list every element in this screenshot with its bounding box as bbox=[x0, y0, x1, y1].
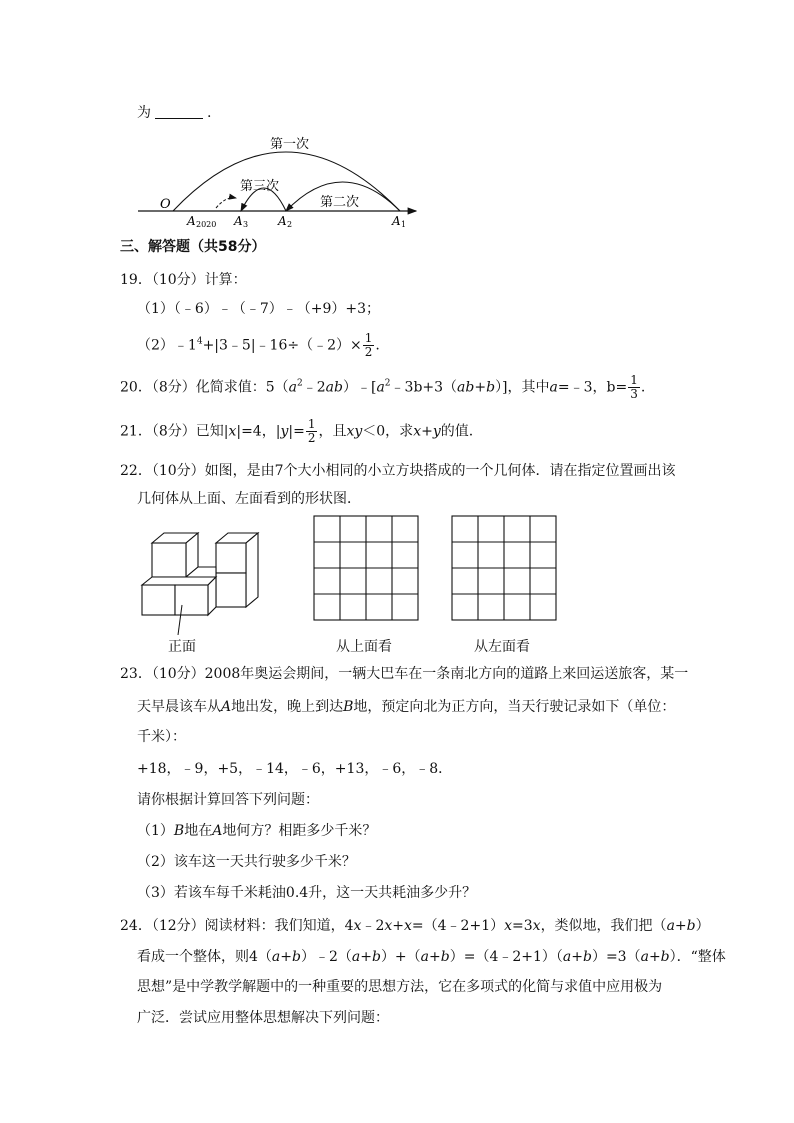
point-origin: O bbox=[160, 197, 171, 212]
q21-question: 21．（8分）已知|x|=4，|y|= $\frac{1}{2}$ ，且xy＜0，求x+y的值. bbox=[120, 417, 474, 445]
fraction-third: $\frac{1}{3}$ bbox=[630, 373, 638, 401]
q23-line3: 千米）： bbox=[137, 729, 186, 745]
point-a2020: A bbox=[187, 214, 196, 228]
label-front-view: 正面 bbox=[168, 639, 196, 655]
q23-line1: 23．（10分）2008年奥运会期间，一辆大巴车在一条南北方向的道路上来回运送旅客，某一 bbox=[120, 666, 689, 682]
q19-head: 19．（10分）计算： bbox=[120, 272, 247, 288]
q23-prompt: 请你根据计算回答下列问题： bbox=[137, 792, 319, 808]
q22-line1: 22．（10分）如图，是由7个大小相同的小立方块搭成的一个几何体．请在指定位置画出该 bbox=[120, 463, 676, 479]
point-a2-sub: 2 bbox=[287, 220, 293, 229]
dashed-jump-arc bbox=[216, 198, 236, 208]
point-a1: A bbox=[392, 214, 401, 228]
q22-line2: 几何体从上面、左面看到的形状图． bbox=[137, 491, 361, 507]
q19-part1: （1）（﹣6）﹣（﹣7）﹣（+9）+3； bbox=[137, 301, 380, 317]
label-left-view: 从左面看 bbox=[474, 639, 530, 655]
point-a2020-sub: 2020 bbox=[196, 220, 217, 229]
section-title: 三、解答题（共58分） bbox=[120, 239, 266, 255]
first-jump-arc bbox=[173, 152, 400, 211]
q23-sub1: （1）B地在A地何方？相距多少千米？ bbox=[137, 823, 377, 839]
fraction-half-y: $\frac{1}{2}$ bbox=[307, 417, 316, 445]
q24-line3: 思想”是中学教学解题中的一种重要的思想方法，它在多项式的化简与求值中应用极为 bbox=[137, 979, 663, 995]
left-view-grid[interactable] bbox=[451, 515, 557, 621]
q23-line2: 天早晨该车从A地出发，晚上到达B地，预定向北为正方向，当天行驶记录如下（单位： bbox=[137, 699, 676, 715]
point-a3-sub: 3 bbox=[243, 220, 249, 229]
cube-solid-figure bbox=[138, 527, 263, 635]
jump-diagram bbox=[130, 128, 430, 230]
q23-sub3: （3）若该车每千米耗油0.4升，这一天共耗油多少升？ bbox=[137, 885, 477, 901]
q20-question: 20．（8分）化简求值：$5(a^2﹣2ab)﹣[a^2﹣3b+3(ab+b)]$，其中a=﹣3，b= $\frac{1}{3}$ . bbox=[120, 373, 646, 401]
label-top-view: 从上面看 bbox=[336, 639, 392, 655]
label-third: 第三次 bbox=[240, 179, 280, 194]
point-a1-sub: 1 bbox=[401, 220, 407, 229]
fraction-half: $\frac{1}{2}$ bbox=[364, 331, 373, 359]
q24-line2: 看成一个整体，则4（a+b）﹣2（a+b）+（a+b）=（4﹣2+1）（a+b）=3（a+b）．“整体 bbox=[137, 949, 726, 965]
top-view-grid[interactable] bbox=[313, 515, 419, 621]
point-a2: A bbox=[278, 214, 287, 228]
q23-sub2: （2）该车这一天共行驶多少千米？ bbox=[137, 854, 356, 870]
q24-line4: 广泛．尝试应用整体思想解决下列问题： bbox=[137, 1010, 389, 1026]
label-first: 第一次 bbox=[270, 137, 310, 152]
answer-blank[interactable] bbox=[155, 118, 203, 119]
label-second: 第二次 bbox=[320, 195, 360, 210]
q24-line1: 24．（12分）阅读材料：我们知道，4x﹣2x+x=（4﹣2+1）x=3x，类似地，我们把（a+b） bbox=[120, 918, 710, 934]
top-answer-line: 为 . bbox=[137, 105, 212, 121]
q23-record: +18，﹣9，+5，﹣14，﹣6，+13，﹣6，﹣8． bbox=[137, 761, 453, 777]
q19-part2: $(2)﹣1^4+|3﹣5|﹣16\div(﹣2)\times$ $\frac{1}{2}$ . bbox=[137, 331, 380, 359]
point-a3: A bbox=[234, 214, 243, 228]
